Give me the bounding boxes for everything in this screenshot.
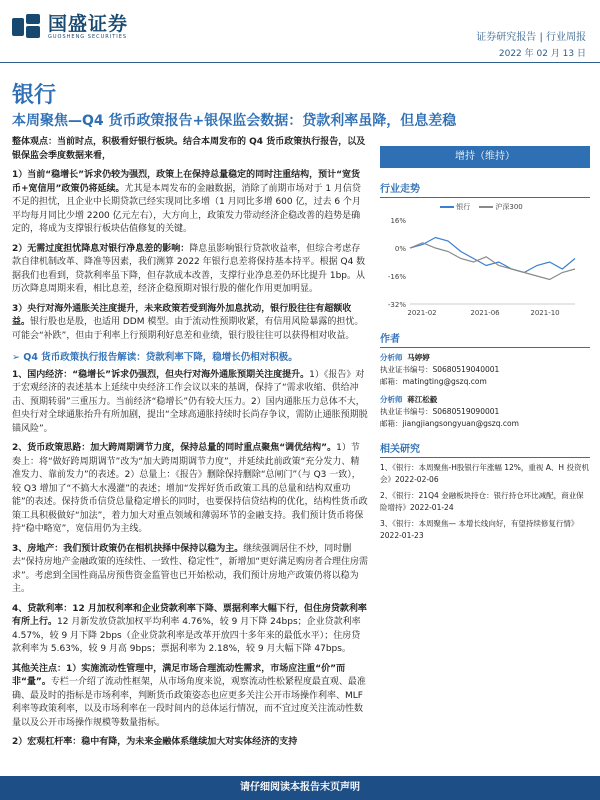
s1-p4-text: 12 月新发放贷款加权平均利率 4.76%，较 9 月下降 24bps；企业贷款利率 4.57%，较 9 月下降 2bps（企业贷款利率是改革开放四十多年来的最低水平）；住房贷款利率为 5.63%，较 9 月高 9bps；票据利率为 2.18%，较 9 月大幅下降 47bps。 — [12, 617, 361, 654]
analyst1-email: 邮箱：matingting@gszq.com — [380, 377, 487, 386]
intro-text: 当前时点，积极看好银行板块。结合本周发布的 Q4 货币政策执行报告，以及银保监会季度数据来看， — [12, 137, 366, 161]
legend-index: 沪深300 — [495, 203, 523, 211]
chart-legend — [440, 202, 590, 212]
point3-head: 3）央行对海外通胀关注度提升，未来政策若受到海外加息扰动，银行股往往有超额收益。 — [12, 303, 352, 327]
report-title: 本周聚焦—Q4 货币政策报告+银保监会数据：贷款利率虽降，但息差稳 — [12, 113, 457, 129]
author-title: 作者 — [380, 330, 590, 348]
x-tick-label: 2021-10 — [530, 309, 560, 317]
s1-p2-text: 1）节奏上：将“做好跨周期调节”改为“加大跨周期调节力度”，并延续此前政策“充分发力、精准发力、靠前发力”的表述。2）总量上：《报告》删除保持删除“总闸门”（与 Q3 一致），较 Q3 增加了“不搞大水漫灌”的表述；增加“发挥好货币政策工具的总量和结构双重功能”的表述。保持货币信贷总量稳定增长的同时，也要保持信贷结构的优化，结构性货币政策工具积极做好“加法”，着力加大对重点领域和薄弱环节的金融支持。我们预计货币将保持“稳中略宽”，宽信用仍为主线。 — [12, 443, 368, 534]
related-item[interactable]: 2、《银行：21Q4 金融板块持仓：银行持仓环比减配，商业保险增持》2022-01-24 — [380, 491, 584, 512]
s1-p3-head: 3、房地产：我们预计政策仍在相机抉择中保持以稳为主。 — [12, 543, 244, 554]
analyst-2 — [380, 394, 590, 430]
logo-en: GUOSHENG SECURITIES — [48, 34, 128, 40]
section-title: 银行 — [12, 83, 57, 108]
report-body — [12, 136, 368, 756]
y-tick-label: -32% — [387, 301, 406, 309]
related-list — [380, 462, 590, 542]
trend-title: 行业走势 — [380, 180, 590, 198]
header-rule — [0, 62, 600, 63]
point1-head: 1）当前“稳增长”诉求仍较为强烈，政策上在保持总量稳定的同时注重结构，预计“宽货币+宽信用”政策仍将延续。 — [12, 170, 361, 194]
point3-text: 银行股也是股，也适用 DDM 模型。由于流动性预期收紧，有信用风险暴露的担忧。可能会“补跌”，但由于利率上行预期利好息差和业绩，银行股往往可以获得相对收益。 — [12, 317, 364, 341]
s1-p6-text: 2）宏观杠杆率：稳中有降，为未来金融体系继续加大对实体经济的支持 — [12, 737, 298, 747]
s1-p5-head: 其他关注点：1）实施流动性管理中，满足市场合理流动性需求，市场应注重“价”而非“量”。 — [12, 663, 346, 687]
legend-bank-swatch — [440, 206, 454, 208]
trend-chart — [380, 212, 580, 322]
footer-disclaimer: 请仔细阅读本报告末页声明 — [0, 776, 600, 800]
y-tick-label: 16% — [390, 217, 406, 225]
sidebar — [380, 146, 590, 542]
y-tick-label: -16% — [387, 273, 406, 281]
report-date: 2022 年 02 月 13 日 — [498, 49, 586, 59]
s1-p3-text: 继续强调居住不炒，同时删去“保持房地产金融政策的连续性、一致性、稳定性”，新增加“更好满足购房者合理住房需求”。考虑到全国性商品房预售资金监管也已开始松动，我们预计房地产政策仍将以稳为主。 — [12, 543, 368, 594]
analyst2-email: 邮箱：jiangjiangsongyuan@gszq.com — [380, 419, 519, 428]
analyst-1 — [380, 352, 590, 388]
bullet-arrow-icon: ➢ — [12, 352, 24, 363]
series-line-index — [410, 243, 575, 280]
legend-index-swatch — [479, 206, 493, 208]
subsection-title: ➢ Q4 货币政策执行报告解读：贷款利率下降，稳增长仍相对积极。 — [12, 352, 298, 363]
logo-cn: 国盛证券 — [48, 13, 129, 35]
legend-bank: 银行 — [456, 203, 471, 211]
series-line-bank — [410, 238, 575, 273]
related-item[interactable]: 3、《银行：本周聚焦— 本增长线向好，有望持续修复行情》2022-01-23 — [380, 519, 579, 540]
s1-p1-head: 1、国内经济：“稳增长”诉求仍强烈，但央行对海外通胀预期关注度提升。 — [12, 369, 310, 380]
point2-text: 降息虽影响银行贷款收益率，但综合考虑存款自律机制改革、降准等因素，我们测算 2022 年银行息差将保持基本持平。根据 Q4 数据我们也看到，贷款利率虽下降，但存款成本改善，支撑行业净息差仍环比提升 1bp。从历次降息周期来看，相比息差，经济企稳预期对银行股的催化作用更加明显。 — [12, 243, 366, 294]
analyst1-cert: 执业证书编号：S0680519040001 — [380, 365, 500, 374]
analyst2-name: 蒋江松毅 — [407, 395, 438, 404]
rating-badge: 增持（维持） — [380, 146, 590, 168]
s1-p2-head: 2、货币政策思路：加大跨周期调节力度，保持总量的同时重点聚焦“调优结构”。 — [12, 443, 337, 453]
x-tick-label: 2021-06 — [470, 309, 500, 317]
related-title: 相关研究 — [380, 440, 590, 458]
intro-label: 整体观点： — [12, 137, 58, 147]
analyst2-label: 分析师 — [380, 395, 403, 404]
point1-text: 尤其是本周发布的金融数据，消除了前期市场对于 1 月信贷不足的担忧，且企业中长期贷款已经实现同比多增（1 月同比多增 600 亿，过去 6 个月平均每月同比少增 2200 亿元左右），大方向上，政策发力带动经济企稳改善的趋势是确定的，将成为支撑银行板块估值修复的关键。 — [12, 183, 361, 234]
s1-p5-text: 专栏一介绍了流动性框架，从市场角度来说，观察流动性松紧程度最直观、最准确、最及时的指标是市场利率，判断货币政策姿态也应更多关注公开市场操作利率、MLF 利率等政策利率，以及市场利率在一段时间内的总体运行情况，而不宜过度关注流动性数量以及公开市场操作规模等数量指标。 — [12, 677, 366, 728]
report-type: 证券研究报告 | 行业周报 — [476, 32, 586, 43]
x-tick-label: 2021-02 — [407, 309, 437, 317]
point2-head: 2）无需过度担忧降息对银行净息差的影响： — [12, 243, 190, 254]
related-item[interactable]: 1、《银行：本周聚焦-H股银行年涨幅 12%，重视 A、H 投资机会》2022-02-06 — [380, 463, 589, 484]
s1-p1-text: 1）《报告》对于宏观经济的表述基本上延续中央经济工作会议以来的基调，保持了“需求收缩、供给冲击、预期转弱”三重压力。当前经济“稳增长”仍有较大压力。2）国内通胀压力总体不大，但央行对全球通胀抬升有所加剧，提出“全球高通胀持续时长尚存争议，需防止通胀预期脱锚风险”。 — [12, 369, 368, 434]
company-logo — [12, 14, 128, 40]
analyst2-cert: 执业证书编号：S0680519090001 — [380, 407, 500, 416]
s1-p4-head: 4、贷款利率：12 月加权利率和企业贷款利率下降、票据利率大幅下行，但住房贷款利率有所上行。 — [12, 603, 367, 627]
analyst1-name: 马婷婷 — [407, 353, 430, 362]
analyst1-label: 分析师 — [380, 353, 403, 362]
y-tick-label: 0% — [394, 245, 406, 253]
logo-mark-icon — [12, 14, 42, 40]
